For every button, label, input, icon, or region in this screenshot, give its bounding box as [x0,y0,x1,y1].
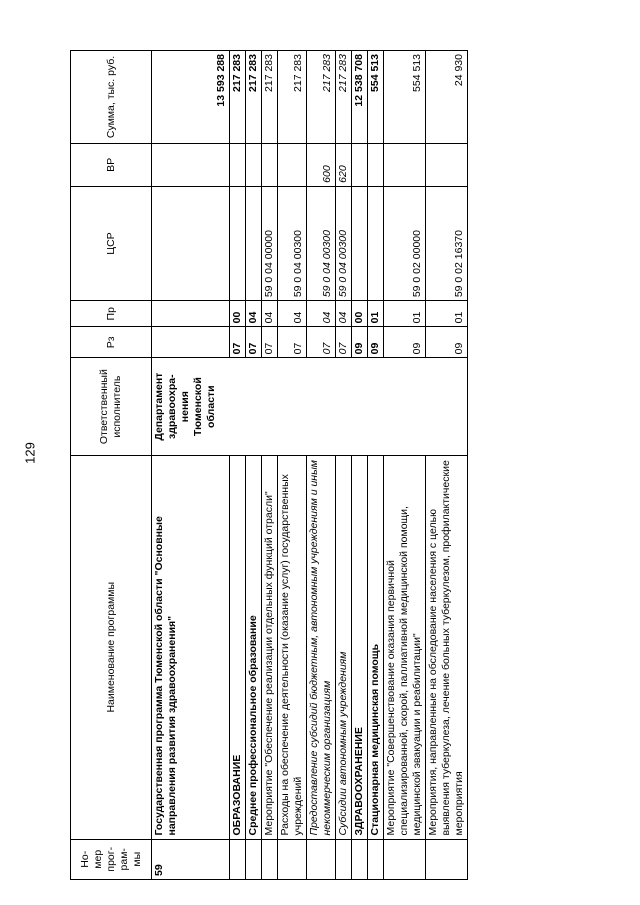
header-vr: ВР [71,143,152,186]
row-pr: 04 [307,301,336,327]
program-vr [152,143,230,186]
header-program-number: Но-мер прог-рам-мы [71,839,152,879]
row-rz: 09 [384,327,426,358]
table-row [384,51,426,880]
program-name: Государственная программа Тюменской области "Основные направления развития здравоохранения" [152,455,230,839]
row-rz: 07 [246,327,262,358]
program-rz [152,327,230,358]
header-responsible: Ответственный исполнитель [71,358,152,456]
row-pr: 01 [426,301,468,327]
row-program-number [230,839,246,879]
row-program-number [307,839,336,879]
program-row [152,51,230,880]
header-rz: Рз [71,327,152,358]
row-vr [368,143,384,186]
table-row [307,51,336,880]
responsible-executor: Департамент здравоохра-нения Тюменской области [152,358,468,456]
row-program-number [262,839,278,879]
row-vr [262,143,278,186]
table-row [336,51,352,880]
row-csr: 59 0 02 00000 [384,186,426,300]
row-sum: 217 283 [278,51,307,144]
header-sum: Сумма, тыс. руб. [71,51,152,144]
row-csr: 59 0 04 00000 [262,186,278,300]
table-body [152,51,468,880]
row-name: Мероприятие "Совершенствование оказания первичной специализированной, скорой, паллиативной медицинской помощи, медицинской эвакуации и реабилитации" [384,455,426,839]
row-sum: 217 283 [336,51,352,144]
row-program-number [426,839,468,879]
row-vr [230,143,246,186]
row-name: Мероприятие "Обеспечение реализации отдельных функций отрасли" [262,455,278,839]
row-csr: 59 0 02 16370 [426,186,468,300]
row-pr: 01 [368,301,384,327]
table-row [246,51,262,880]
row-rz: 07 [307,327,336,358]
row-sum: 217 283 [246,51,262,144]
row-rz: 09 [368,327,384,358]
row-pr: 04 [278,301,307,327]
budget-table [70,50,468,880]
row-pr: 00 [352,301,368,327]
budget-table-rotated [70,50,590,880]
header-pr: Пр [71,301,152,327]
row-sum: 217 283 [230,51,246,144]
row-pr: 04 [336,301,352,327]
row-name: Предоставление субсидий бюджетным, автономным учреждениям и иным некоммерческим организациям [307,455,336,839]
row-name: ОБРАЗОВАНИЕ [230,455,246,839]
program-csr [152,186,230,300]
header-csr: ЦСР [71,186,152,300]
row-name: Субсидии автономным учреждениям [336,455,352,839]
row-pr: 00 [230,301,246,327]
row-pr: 01 [384,301,426,327]
row-csr [368,186,384,300]
row-rz: 07 [262,327,278,358]
row-program-number [336,839,352,879]
row-program-number [246,839,262,879]
table-row [352,51,368,880]
row-pr: 04 [246,301,262,327]
row-rz: 07 [336,327,352,358]
row-sum: 217 283 [262,51,278,144]
row-vr: 620 [336,143,352,186]
row-rz: 09 [426,327,468,358]
row-sum: 217 283 [307,51,336,144]
table-row [368,51,384,880]
row-vr: 600 [307,143,336,186]
row-rz: 07 [278,327,307,358]
row-csr: 59 0 04 00300 [336,186,352,300]
program-sum: 13 593 288 [152,51,230,144]
row-name: Расходы на обеспечение деятельности (оказание услуг) государственных учреждений [278,455,307,839]
row-pr: 04 [262,301,278,327]
row-rz: 09 [352,327,368,358]
row-name: Среднее профессиональное образование [246,455,262,839]
row-name: Стационарная медицинская помощь [368,455,384,839]
row-program-number [278,839,307,879]
program-pr [152,301,230,327]
row-vr [426,143,468,186]
table-row [278,51,307,880]
row-vr [384,143,426,186]
page-number: 129 [22,442,38,464]
row-name: ЗДРАВООХРАНЕНИЕ [352,455,368,839]
row-sum: 554 513 [384,51,426,144]
header-program-name: Наименование программы [71,455,152,839]
row-csr: 59 0 04 00300 [307,186,336,300]
row-vr [246,143,262,186]
row-csr [230,186,246,300]
row-rz: 07 [230,327,246,358]
table-row [230,51,246,880]
row-program-number [352,839,368,879]
row-program-number [384,839,426,879]
row-program-number [368,839,384,879]
row-csr: 59 0 04 00300 [278,186,307,300]
row-csr [246,186,262,300]
program-number: 59 [152,839,230,879]
table-header-row [71,51,152,880]
row-sum: 554 513 [368,51,384,144]
table-row [426,51,468,880]
row-name: Мероприятия, направленные на обследование населения с целью выявления туберкулеза, лечение больных туберкулезом, профилактические мероприятия [426,455,468,839]
table-row [262,51,278,880]
row-csr [352,186,368,300]
row-sum: 24 930 [426,51,468,144]
row-vr [278,143,307,186]
row-sum: 12 538 708 [352,51,368,144]
row-vr [352,143,368,186]
